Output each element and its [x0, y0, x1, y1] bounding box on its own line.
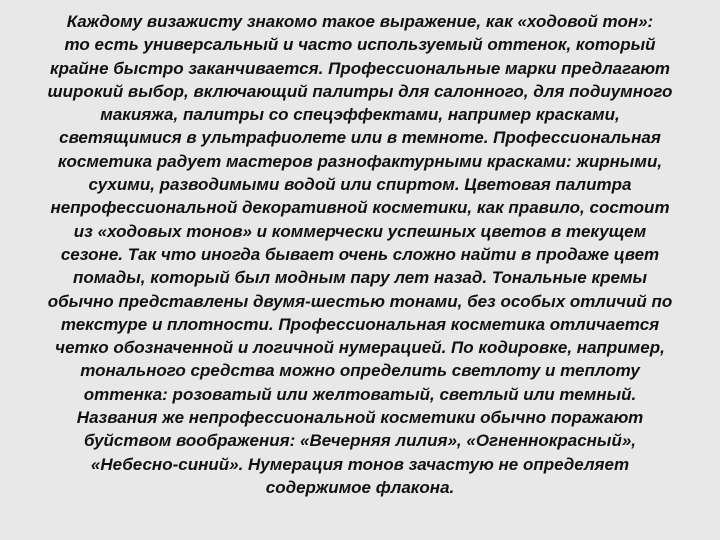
body-paragraph — [22, 10, 698, 499]
paragraph-line: «Небесно-синий». Нумерация тонов зачастую не определяет — [90, 454, 630, 474]
paragraph-line: широкий выбор, включающий палитры для салонного, для подиумного — [47, 81, 673, 101]
paragraph-line: то есть универсальный и часто используемый оттенок, который — [64, 35, 656, 55]
paragraph-line: косметика радует мастеров разнофактурными красками: жирными, — [57, 151, 663, 171]
paragraph-line: крайне быстро заканчивается. Профессиональные марки предлагают — [49, 58, 671, 78]
paragraph-line: сухими, разводимыми водой или спиртом. Цветовая палитра — [88, 175, 632, 195]
paragraph-line: Каждому визажисту знакомо такое выражение, как «ходовой тон»: — [66, 12, 654, 31]
paragraph-line: макияжа, палитры со спецэффектами, например красками, — [100, 105, 620, 125]
paragraph-line: оттенка: розоватый или желтоватый, светлый или темный. — [83, 384, 637, 404]
paragraph-line: помады, который был модным пару лет назад. Тональные кремы — [72, 268, 648, 288]
paragraph-line: из «ходовых тонов» и коммерчески успешных цветов в текущем — [73, 221, 647, 241]
paragraph-line: содержимое флакона. — [265, 477, 455, 497]
paragraph-line: текстуре и плотности. Профессиональная косметика отличается — [60, 314, 660, 334]
paragraph-line: тонального средства можно определить светлоту и теплоту — [80, 361, 640, 381]
paragraph-line: Названия же непрофессиональной косметики обычно поражают — [76, 408, 644, 428]
paragraph-line: непрофессиональной декоративной косметики, как правило, состоит — [50, 198, 670, 218]
paragraph-line: светящимися в ультрафиолете или в темноте. Профессиональная — [59, 128, 661, 148]
paragraph-line: буйством воображения: «Вечерняя лилия», «Огненнокрасный», — [83, 431, 637, 451]
paragraph-line: четко обозначенной и логичной нумерацией. По кодировке, например, — [55, 338, 665, 358]
paragraph-line: обычно представлены двумя-шестью тонами, без особых отличий по — [47, 291, 673, 311]
paragraph-line: сезоне. Так что иногда бывает очень сложно найти в продаже цвет — [60, 244, 660, 264]
